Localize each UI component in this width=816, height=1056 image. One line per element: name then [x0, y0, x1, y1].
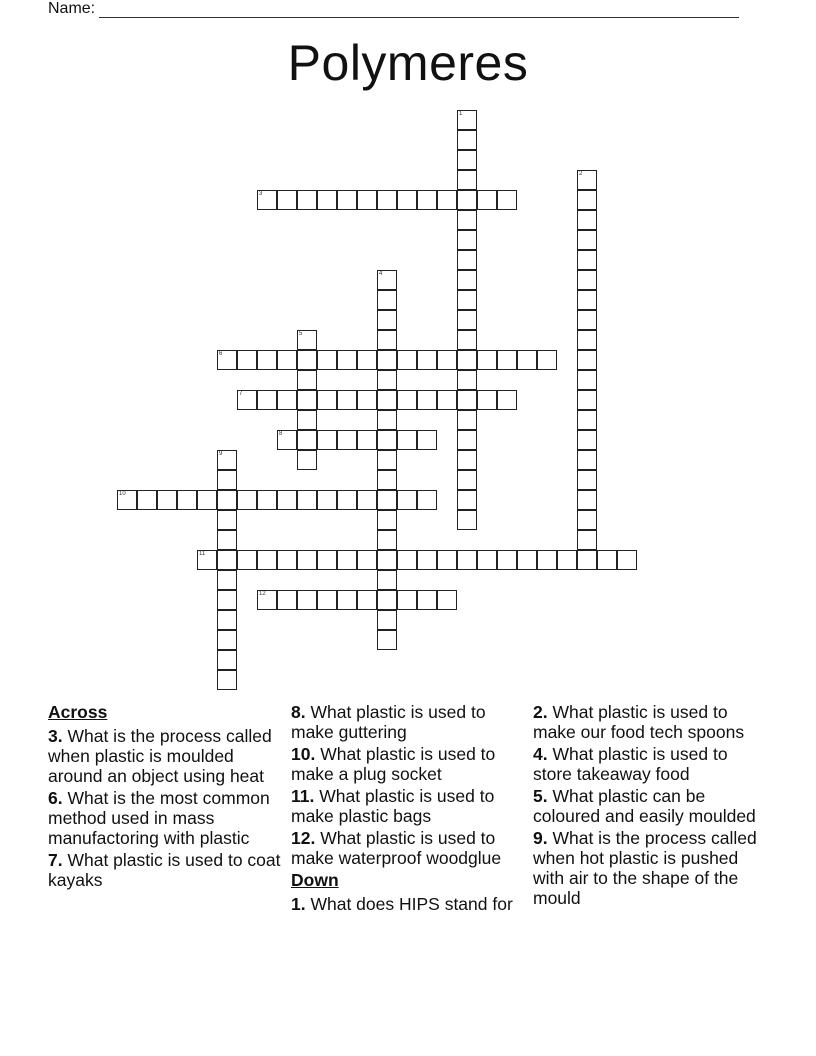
grid-cell[interactable] — [377, 450, 397, 470]
grid-cell[interactable] — [257, 550, 277, 570]
grid-cell[interactable] — [457, 230, 477, 250]
grid-cell[interactable] — [497, 390, 517, 410]
grid-cell[interactable] — [237, 550, 257, 570]
grid-cell[interactable] — [297, 430, 317, 450]
grid-cell[interactable] — [457, 350, 477, 370]
grid-cell[interactable] — [377, 370, 397, 390]
grid-cell[interactable] — [277, 190, 297, 210]
grid-cell[interactable] — [277, 390, 297, 410]
grid-cell[interactable] — [217, 570, 237, 590]
clues-column-2 — [291, 702, 531, 916]
grid-cell[interactable] — [417, 190, 437, 210]
grid-cell[interactable] — [577, 250, 597, 270]
grid-cell[interactable] — [457, 470, 477, 490]
grid-cell[interactable] — [577, 550, 597, 570]
grid-cell[interactable] — [137, 490, 157, 510]
grid-cell[interactable] — [437, 390, 457, 410]
grid-cell[interactable] — [577, 430, 597, 450]
grid-cell[interactable] — [457, 270, 477, 290]
grid-cell[interactable] — [577, 490, 597, 510]
grid-cell[interactable] — [317, 590, 337, 610]
across-clue-12: 12. What plastic is used to make waterproof woodglue — [291, 828, 502, 868]
grid-cell[interactable] — [317, 350, 337, 370]
grid-cell[interactable] — [577, 190, 597, 210]
grid-cell[interactable] — [337, 550, 357, 570]
across-clue-3: 3. What is the process called when plastic is moulded around an object using heat — [48, 726, 272, 786]
down-clue-5: 5. What plastic can be coloured and easily moulded — [533, 786, 756, 826]
grid-cell[interactable] — [437, 190, 457, 210]
grid-cell[interactable] — [577, 370, 597, 390]
grid-cell[interactable] — [317, 390, 337, 410]
grid-cell[interactable] — [217, 670, 237, 690]
grid-cell[interactable] — [517, 550, 537, 570]
page-title: Polymeres — [287, 35, 529, 91]
grid-cell[interactable] — [217, 590, 237, 610]
grid-cell[interactable] — [497, 350, 517, 370]
grid-cell[interactable] — [597, 550, 617, 570]
grid-cell[interactable] — [477, 350, 497, 370]
grid-cell[interactable] — [237, 350, 257, 370]
grid-cell[interactable] — [457, 510, 477, 530]
across-clue-11: 11. What plastic is used to make plastic bags — [291, 786, 495, 826]
grid-cell[interactable] — [377, 190, 397, 210]
grid-cell[interactable] — [337, 590, 357, 610]
grid-cell[interactable] — [417, 590, 437, 610]
grid-cell[interactable] — [577, 170, 597, 190]
clue-number: 6 — [219, 351, 223, 357]
grid-cell[interactable] — [257, 590, 277, 610]
grid-cell[interactable] — [257, 490, 277, 510]
grid-cell[interactable] — [237, 390, 257, 410]
grid-cell[interactable] — [417, 350, 437, 370]
grid-cell[interactable] — [437, 350, 457, 370]
down-clue-2: 2. What plastic is used to make our food tech spoons — [533, 702, 745, 742]
name-label: Name: — [48, 0, 96, 17]
grid-cell[interactable] — [457, 390, 477, 410]
grid-cell[interactable] — [457, 550, 477, 570]
grid-cell[interactable] — [417, 550, 437, 570]
grid-cell[interactable] — [497, 550, 517, 570]
grid-cell[interactable] — [397, 550, 417, 570]
grid-cell[interactable] — [457, 110, 477, 130]
grid-cell[interactable] — [457, 410, 477, 430]
grid-cell[interactable] — [397, 190, 417, 210]
across-heading: Across — [48, 702, 108, 722]
grid-cell[interactable] — [297, 550, 317, 570]
grid-cell[interactable] — [517, 350, 537, 370]
grid-cell[interactable] — [577, 270, 597, 290]
grid-cell[interactable] — [217, 490, 237, 510]
grid-cell[interactable] — [457, 330, 477, 350]
grid-cell[interactable] — [577, 470, 597, 490]
grid-cell[interactable] — [377, 510, 397, 530]
grid-cell[interactable] — [377, 330, 397, 350]
grid-cell[interactable] — [337, 430, 357, 450]
grid-cell[interactable] — [577, 510, 597, 530]
clue-number: 7 — [239, 391, 243, 397]
grid-cell[interactable] — [397, 590, 417, 610]
grid-cell[interactable] — [397, 490, 417, 510]
grid-cell[interactable] — [297, 330, 317, 350]
clue-number: 12 — [259, 591, 266, 597]
grid-cell[interactable] — [337, 190, 357, 210]
grid-cell[interactable] — [577, 290, 597, 310]
grid-cell[interactable] — [297, 410, 317, 430]
grid-cell[interactable] — [277, 590, 297, 610]
grid-cell[interactable] — [577, 210, 597, 230]
clues-column-3 — [533, 702, 768, 910]
grid-cell[interactable] — [337, 350, 357, 370]
grid-cell[interactable] — [377, 290, 397, 310]
clue-number: 3 — [259, 191, 263, 197]
grid-cell[interactable] — [457, 490, 477, 510]
grid-cell[interactable] — [557, 550, 577, 570]
grid-cell[interactable] — [377, 430, 397, 450]
grid-cell[interactable] — [217, 650, 237, 670]
grid-cell[interactable] — [377, 270, 397, 290]
clue-number: 1 — [459, 111, 463, 117]
grid-cell[interactable] — [457, 210, 477, 230]
grid-cell[interactable] — [397, 350, 417, 370]
grid-cell[interactable] — [277, 430, 297, 450]
grid-cell[interactable] — [297, 370, 317, 390]
grid-cell[interactable] — [577, 350, 597, 370]
grid-cell[interactable] — [257, 190, 277, 210]
grid-cell[interactable] — [257, 350, 277, 370]
grid-cell[interactable] — [277, 490, 297, 510]
grid-cell[interactable] — [317, 550, 337, 570]
grid-cell[interactable] — [437, 550, 457, 570]
grid-cell[interactable] — [357, 550, 377, 570]
grid-cell[interactable] — [457, 150, 477, 170]
down-clue-4: 4. What plastic is used to store takeaway food — [533, 744, 728, 784]
grid-cell[interactable] — [377, 530, 397, 550]
grid-cell[interactable] — [217, 530, 237, 550]
grid-cell[interactable] — [577, 230, 597, 250]
grid-cell[interactable] — [377, 390, 397, 410]
grid-cell[interactable] — [337, 390, 357, 410]
down-clue-1: 1. What does HIPS stand for — [291, 894, 513, 914]
clue-number: 5 — [299, 331, 303, 337]
grid-cell[interactable] — [317, 490, 337, 510]
clue-number: 11 — [199, 551, 206, 557]
grid-cell[interactable] — [397, 430, 417, 450]
grid-cell[interactable] — [577, 310, 597, 330]
grid-cell[interactable] — [357, 490, 377, 510]
grid-cell[interactable] — [457, 450, 477, 470]
clue-number: 9 — [219, 451, 223, 457]
grid-cell[interactable] — [317, 190, 337, 210]
grid-cell[interactable] — [357, 350, 377, 370]
grid-cell[interactable] — [477, 390, 497, 410]
grid-cell[interactable] — [377, 350, 397, 370]
grid-cell[interactable] — [377, 570, 397, 590]
down-heading: Down — [291, 870, 339, 890]
grid-cell[interactable] — [157, 490, 177, 510]
grid-cell[interactable] — [377, 470, 397, 490]
grid-cell[interactable] — [377, 590, 397, 610]
grid-cell[interactable] — [477, 190, 497, 210]
clue-number: 8 — [279, 431, 283, 437]
grid-cell[interactable] — [377, 630, 397, 650]
grid-cell[interactable] — [297, 350, 317, 370]
down-clue-9: 9. What is the process called when hot plastic is pushed with air to the shape of the mould — [533, 828, 757, 908]
grid-cell[interactable] — [357, 390, 377, 410]
grid-cell[interactable] — [537, 350, 557, 370]
grid-cell[interactable] — [297, 390, 317, 410]
across-clue-8: 8. What plastic is used to make guttering — [291, 702, 486, 742]
grid-cell[interactable] — [457, 370, 477, 390]
grid-cell[interactable] — [217, 550, 237, 570]
grid-cell[interactable] — [217, 450, 237, 470]
grid-cell[interactable] — [177, 490, 197, 510]
grid-cell[interactable] — [377, 550, 397, 570]
grid-cell[interactable] — [617, 550, 637, 570]
across-clue-6: 6. What is the most common method used in mass manufactoring with plastic — [48, 788, 270, 848]
clue-number: 2 — [579, 171, 583, 177]
grid-cell[interactable] — [197, 490, 217, 510]
grid-cell[interactable] — [217, 510, 237, 530]
grid-cell[interactable] — [317, 430, 337, 450]
grid-cell[interactable] — [417, 430, 437, 450]
grid-cell[interactable] — [197, 550, 217, 570]
grid-cell[interactable] — [477, 550, 497, 570]
clue-number: 4 — [379, 271, 383, 277]
grid-cell[interactable] — [457, 190, 477, 210]
grid-cell[interactable] — [297, 490, 317, 510]
grid-cell[interactable] — [457, 290, 477, 310]
grid-cell[interactable] — [357, 190, 377, 210]
grid-cell[interactable] — [297, 190, 317, 210]
grid-cell[interactable] — [297, 450, 317, 470]
grid-cell[interactable] — [337, 490, 357, 510]
grid-cell[interactable] — [437, 590, 457, 610]
grid-cell[interactable] — [457, 430, 477, 450]
grid-cell[interactable] — [297, 590, 317, 610]
grid-cell[interactable] — [577, 330, 597, 350]
grid-cell[interactable] — [577, 530, 597, 550]
grid-cell[interactable] — [497, 190, 517, 210]
clue-number: 10 — [119, 491, 126, 497]
grid-cell[interactable] — [377, 410, 397, 430]
grid-cell[interactable] — [217, 630, 237, 650]
grid-cell[interactable] — [577, 390, 597, 410]
grid-cell[interactable] — [457, 250, 477, 270]
grid-cell[interactable] — [417, 490, 437, 510]
grid-cell[interactable] — [237, 490, 257, 510]
grid-cell[interactable] — [457, 130, 477, 150]
clues-column-1 — [48, 702, 288, 892]
grid-cell[interactable] — [117, 490, 137, 510]
grid-cell[interactable] — [217, 610, 237, 630]
grid-cell[interactable] — [217, 470, 237, 490]
grid-cell[interactable] — [357, 430, 377, 450]
grid-cell[interactable] — [537, 550, 557, 570]
grid-cell[interactable] — [377, 310, 397, 330]
grid-cell[interactable] — [397, 390, 417, 410]
grid-cell[interactable] — [277, 350, 297, 370]
grid-cell[interactable] — [277, 550, 297, 570]
grid-cell[interactable] — [377, 610, 397, 630]
grid-cell[interactable] — [357, 590, 377, 610]
grid-cell[interactable] — [417, 390, 437, 410]
grid-cell[interactable] — [257, 390, 277, 410]
across-clue-7: 7. What plastic is used to coat kayaks — [48, 850, 281, 890]
grid-cell[interactable] — [377, 490, 397, 510]
grid-cell[interactable] — [457, 170, 477, 190]
across-clue-10: 10. What plastic is used to make a plug socket — [291, 744, 496, 784]
grid-cell[interactable] — [577, 410, 597, 430]
grid-cell[interactable] — [217, 350, 237, 370]
grid-cell[interactable] — [457, 310, 477, 330]
grid-cell[interactable] — [577, 450, 597, 470]
